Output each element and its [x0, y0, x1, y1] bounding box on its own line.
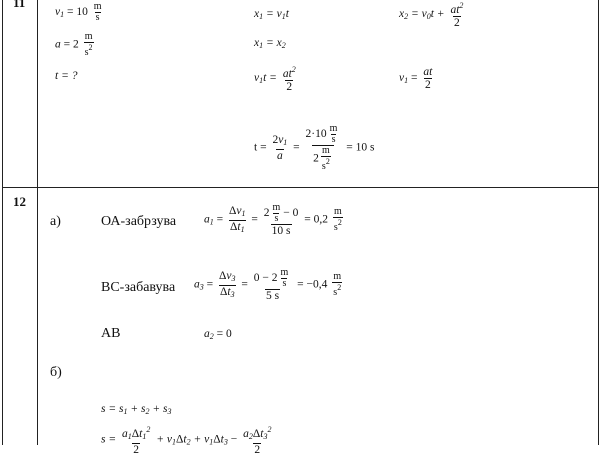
bc-acceleration-formula: $a_3$ = $\frac{\Delta v_3}{\Delta t_3}$ = 0 − 2 $\frac{m}{s}$ 5 s = −0,4 $\frac{m}{s^2}$: [194, 267, 342, 302]
given-v1: $v_1 = 10$ $\frac{m}{s}$: [55, 1, 102, 23]
equation-v1: $v_1$ = $\frac{at}{2}$: [399, 66, 433, 91]
oa-label: ОА-забрзува: [101, 214, 177, 229]
given-a: a = 2 $\frac{m}{s^2}$: [55, 31, 93, 58]
ab-acceleration: $a_2 = 0$: [204, 328, 232, 341]
equation-x1-equals-x2: $x_1 = x_2$: [254, 37, 286, 50]
distance-expanded: s = $\frac{a_1\Delta t_1^2}{2}$ + $v_1\Delta t_2 + v_1\Delta t_3$ − $\frac{a_2\Delta t_3^2}{2}$: [101, 425, 272, 456]
row-number-12: 12: [13, 194, 26, 209]
equation-t-result: t = $\frac{2v_1}{a}$ = 2·10 $\frac{m}{s}$ 2 $\frac{m}{s^2}$ = 10 s: [254, 123, 375, 172]
equation-x2: $x_2 = v_0t$ + $\frac{at^2}{2}$: [399, 1, 464, 29]
bc-label: BC-забавува: [101, 280, 176, 295]
distance-sum: $s = s_1 + s_2 + s_3$: [101, 403, 172, 416]
table-left-border: [2, 0, 3, 445]
equation-v1t: $v_1t$ = $\frac{at^2}{2}$: [254, 65, 296, 93]
row-divider: [2, 187, 599, 188]
row-number-11: 11: [13, 0, 26, 10]
column-divider: [37, 0, 38, 445]
part-a-label: а): [50, 214, 61, 229]
oa-acceleration-formula: $a_1$ = $\frac{\Delta v_1}{\Delta t_1}$ = 2 $\frac{m}{s}$ − 0 10 s = 0,2 $\frac{m}{s^2}$: [204, 202, 342, 237]
equation-x1: $x_1 = v_1t$: [254, 8, 289, 21]
given-t: t = ?: [55, 70, 78, 82]
ab-label: AB: [101, 326, 121, 341]
part-b-label: б): [50, 365, 62, 380]
table-right-border: [598, 0, 599, 445]
